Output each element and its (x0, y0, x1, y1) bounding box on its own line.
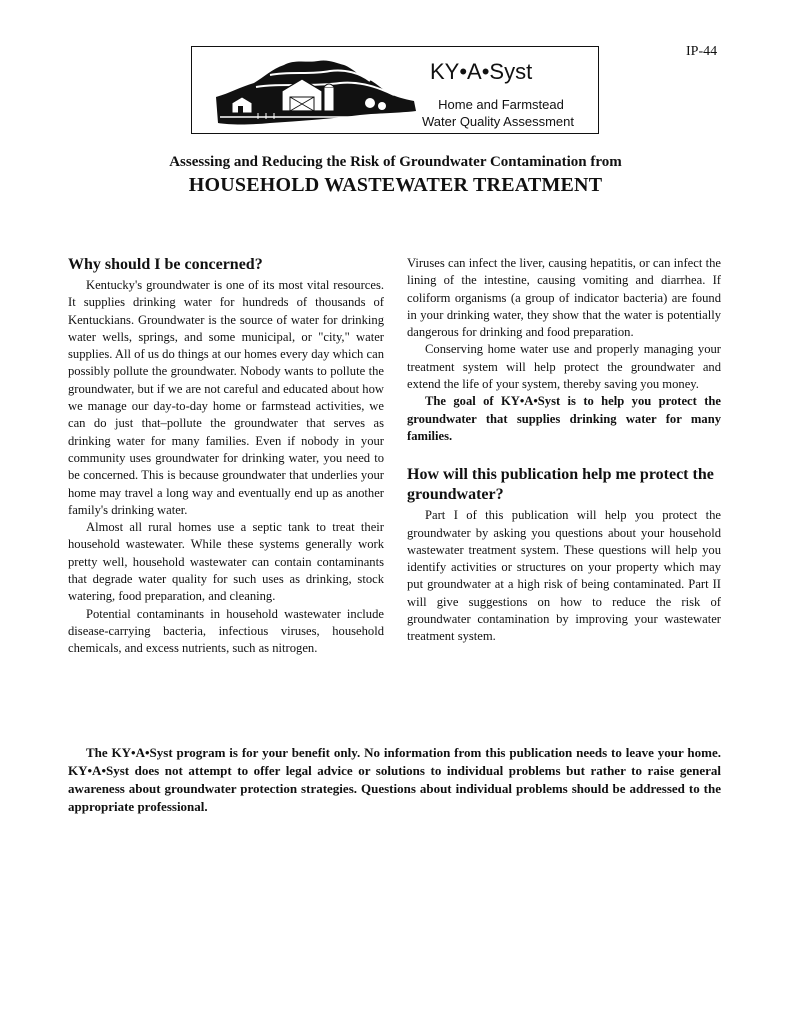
logo-subtitle-line1: Home and Farmstead (438, 97, 564, 112)
paragraph: Viruses can infect the liver, causing hepatitis, or can infect the lining of the intestine, causing vomiting and diarrhea. If coliform organisms (a group of indicator bacteria) are found in your drinking water, they show that the water is potentially dangerous for drinking and food preparation. (407, 256, 721, 340)
paragraph: Kentucky's groundwater is one of its most vital resources. It supplies drinking water for hundreds of thousands of Kentuckians. Groundwater is the source of water for drinking water wells, springs, and some municipal, or "city," water supplies. All of us do things at our homes every day which can possibly pollute the groundwater. Nobody wants to pollute the groundwater, but if we are not careful and educated about how we manage our day-to-day home or farmstead activities, we can do just that–pollute the groundwater that serves as drinking water for many families. Even if nobody in your community uses groundwater for drinking water, you need to be concerned. This is because groundwater that underlies your home may travel a long way and eventually end up as another family's drinking water. (68, 278, 384, 517)
logo-subtitle-line2: Water Quality Assessment (422, 114, 574, 129)
logo-title: KY•A•Syst (430, 59, 533, 84)
left-column (68, 255, 384, 658)
paragraph: Almost all rural homes use a septic tank to treat their household wastewater. While these systems generally work pretty well, household wastewater can contain contaminants that degrade water quality for such uses as drinking, stock watering, food preparation, and cleaning. (68, 520, 384, 604)
section-heading-why-concerned: Why should I be concerned? (68, 256, 263, 273)
section-heading-how-help: How will this publication help me protect the groundwater? (407, 466, 714, 504)
document-id: IP-44 (686, 44, 718, 59)
goal-statement: The goal of KY•A•Syst is to help you protect the groundwater that supplies drinking water for many families. (407, 394, 721, 443)
document-subtitle: Assessing and Reducing the Risk of Groundwater Contamination from (169, 154, 622, 170)
kentucky-farmstead-logo-icon (210, 53, 420, 129)
paragraph: Conserving home water use and properly managing your treatment system will help protect the groundwater and extend the life of your system, thereby saving you money. (407, 342, 721, 392)
paragraph: Part I of this publication will help you protect the groundwater by asking you questions about your household wastewater treatment system. These questions will help you identify activities or structures on your property which may put groundwater at a high risk of being contaminated. Part II will give suggestions on how to reduce the risk of groundwater contamination by improving your wastewater treatment system. (407, 508, 721, 644)
paragraph: Potential contaminants in household wastewater include disease-carrying bacteria, infectious viruses, household chemicals, and excess nutrients, such as nitrogen. (68, 606, 384, 656)
logo-box (191, 46, 599, 134)
right-column (407, 255, 721, 646)
document-title: HOUSEHOLD WASTEWATER TREATMENT (188, 174, 603, 196)
disclaimer: The KY•A•Syst program is for your benefit only. No information from this publication needs to leave your home. KY•A•Syst does not attempt to offer legal advice or solutions to individual problems but rather to raise general awareness about groundwater protection strategies. Questions about individual problems should be addressed to the appropriate professional. (68, 745, 721, 814)
